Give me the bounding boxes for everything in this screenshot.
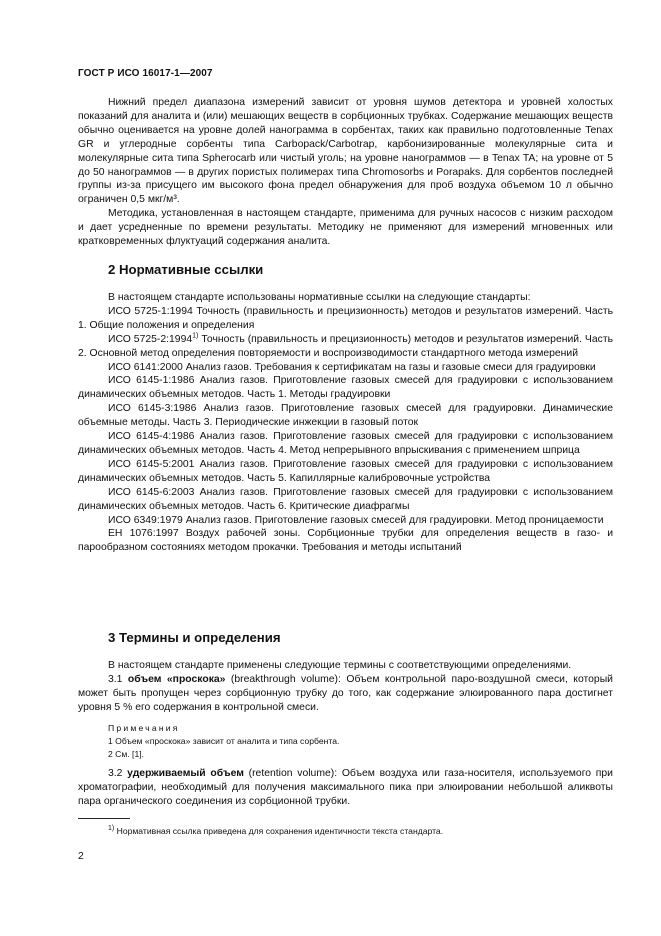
term-name: удерживаемый объем [127, 768, 244, 779]
notes-block [108, 722, 613, 761]
paragraph: В настоящем стандарте использованы нормативные ссылки на следующие стандарты: [108, 292, 531, 303]
reference-item [78, 333, 613, 361]
footnote-divider [78, 818, 130, 819]
references-list [78, 291, 613, 555]
note-item: 2 См. [1]. [108, 749, 144, 759]
note-item: 1 Объем «проскока» зависит от аналита и типа сорбента. [108, 736, 340, 746]
terms-block [78, 659, 613, 715]
term-definition [78, 673, 613, 715]
footnote-text: Нормативная ссылка приведена для сохранения идентичности текста стандарта. [114, 826, 444, 836]
reference-item: ЕН 1076:1997 Воздух рабочей зоны. Сорбционные трубки для определения веществ в газо- и парообразном состояниях методом прокачки. Требования и методы испытаний [78, 528, 613, 554]
terms-block-2 [78, 767, 613, 809]
intro-block [78, 96, 613, 249]
reference-item: ИСО 6145-3:1986 Анализ газов. Приготовление газовых смесей для градуировки. Динамические объемные методы. Часть 3. Периодические инжекции в газовый поток [78, 403, 613, 429]
term-number: 3.1 [108, 673, 128, 685]
term-definition [78, 767, 613, 809]
reference-text: Точность (правильность и прецизионность) методов и результатов измерений. Часть 2. Основной метод определения повторяемости и воспроизводимости стандартного метода измерений [78, 333, 613, 359]
notes-title: Примечания [108, 723, 180, 733]
footnote [108, 826, 443, 836]
term-name: объем «проскока» [127, 673, 226, 685]
section-heading: 2 Нормативные ссылки [108, 262, 264, 277]
reference-item: ИСО 6145-1:1986 Анализ газов. Приготовление газовых смесей для градуировки с использованием динамических объемных методов. Часть 1. Методы градуировки [78, 375, 613, 401]
term-text: (breakthrough volume): Объем контрольной паро-воздушной смеси, который может быть пропущен через сорбционную трубку до того, как содержание элюированного пара достигнет уровня 5 % его содержания в контрольной смеси. [78, 673, 613, 713]
reference-item: ИСО 6145-5:2001 Анализ газов. Приготовление газовых смесей для градуировки с использованием динамических объемных методов. Часть 5. Капиллярные калибровочные устройства [78, 458, 613, 484]
reference-item: ИСО 6349:1979 Анализ газов. Приготовление газовых смесей для градуировки. Метод проницаемости [108, 514, 604, 526]
term-text: (retention volume): Объем воздуха или газа-носителя, используемого при хроматографии, необходимый для получения максимального пика при элюировании небольшой аликвоты пара органического соединения из сорбционной трубки. [78, 768, 613, 807]
reference-item: ИСО 6141:2000 Анализ газов. Требования к сертификатам на газы и газовые смеси для градуировки [108, 361, 596, 373]
section-heading: 3 Термины и определения [108, 630, 281, 645]
footnote-ref: 1) [192, 332, 199, 340]
reference-code: ИСО 5725-2:1994 [108, 333, 193, 345]
page-number: 2 [78, 851, 84, 862]
term-number: 3.2 [108, 768, 128, 779]
footnote-mark: 1) [108, 825, 115, 833]
paragraph: В настоящем стандарте применены следующие термины с соответствующими определениями. [108, 660, 572, 671]
document-header: ГОСТ Р ИСО 16017-1—2007 [78, 68, 213, 79]
reference-item: ИСО 5725-1:1994 Точность (правильность и прецизионность) методов и результатов измерений. Часть 1. Общие положения и определения [78, 305, 613, 331]
paragraph: Методика, установленная в настоящем стандарте, применима для ручных насосов с низким расходом и дает усредненные по времени результаты. Методику не применяют для измерений мгновенных или кратковременных флуктуаций содержания аналита. [78, 208, 613, 248]
reference-item: ИСО 6145-4:1986 Анализ газов. Приготовление газовых смесей для градуировки с использованием динамических объемных методов. Часть 4. Метод непрерывного впрыскивания с применением шприца [78, 431, 613, 456]
reference-item: ИСО 6145-6:2003 Анализ газов. Приготовление газовых смесей для градуировки с использованием динамических объемных методов. Часть 6. Критические диафрагмы [78, 486, 613, 512]
paragraph: Нижний предел диапазона измерений зависит от уровня шумов детектора и уровней холостых показаний для аналита и (или) мешающих веществ в сорбционных трубках. Содержание мешающих веществ обычно оценивается на уровне долей нанограмма в сорбентах, таких как правильно подготовленные Tenax GR и углеродные сорбенты типа Carbopack/Carbotrap, карбонизированные молекулярные сита и молекулярные сита типа Spherocarb или чистый уголь; на уровне нанограммов — в Tenax TA; на уровне от 5 до 50 нанограммов — в других пористых полимерах типа Chromosorbs и Porapaks. Для сорбентов последней группы из-за присущего им высокого фона предел обнаружения для проб воздуха объемом 10 л обычно ограничен 0,5 мкг/м³. [78, 97, 613, 206]
